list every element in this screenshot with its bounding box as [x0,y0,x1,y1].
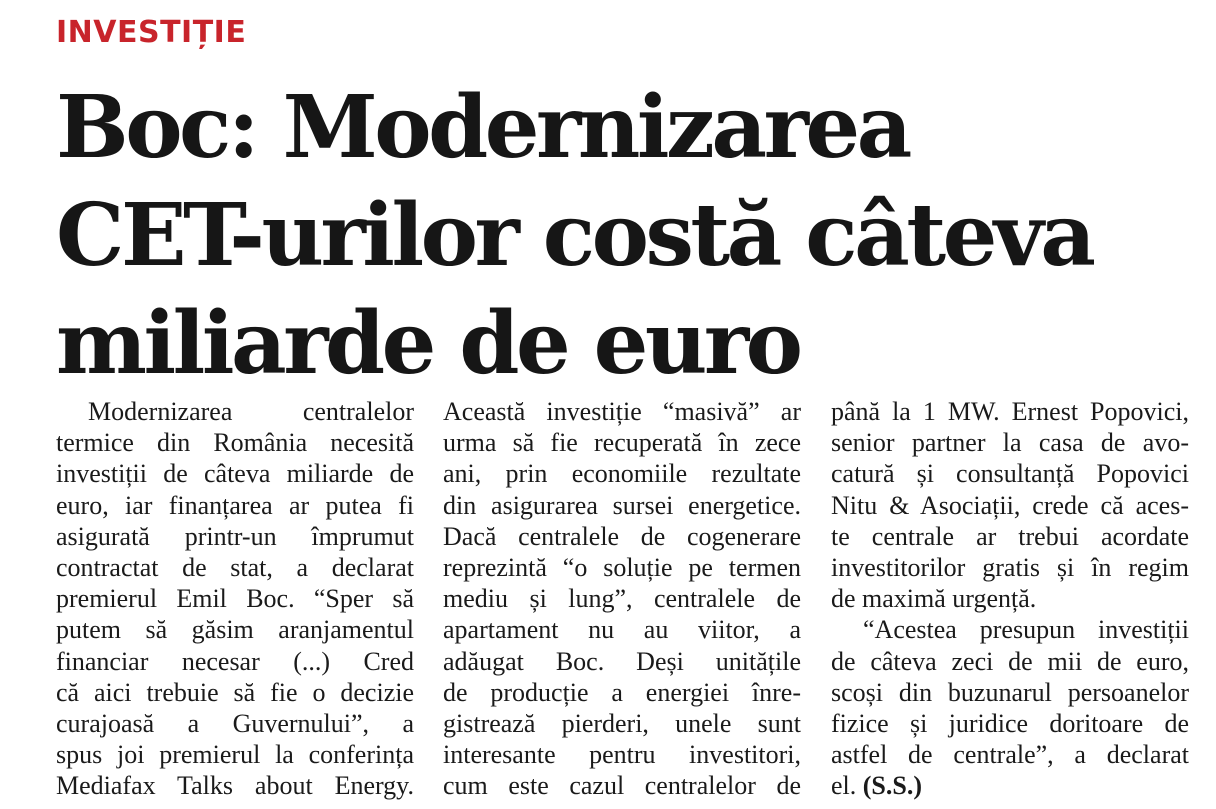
text-line: Dacă centralele de cogenerare [443,521,801,551]
text-line: asigurată printr-un împrumut [56,521,414,551]
article-column-3 [831,396,1189,802]
text-line: Această investiție “masivă” ar [443,397,801,426]
text-line: cum este cazul centralelor de [443,771,801,801]
paragraph [831,614,1189,801]
text-line: fizice și juridice doritoare de [831,709,1189,739]
text-line: Modernizarea centralelor [88,397,414,426]
text-line [831,770,1189,801]
article-headline [56,74,1176,398]
headline-line: CET-urilor costă câteva [56,185,1093,286]
text-line: putem să găsim aranjamentul [56,615,414,645]
text-line: Nitu & Asociații, crede că aces- [831,490,1189,520]
text-line: “Acestea presupun investiții [863,615,1189,645]
text-line: catură și consultanță Popovici [831,459,1189,489]
text-line: te centrale ar trebui acordate [831,521,1189,551]
article-body [56,396,1192,806]
paragraph [56,396,414,802]
text-line: că aici trebuie să fie o decizie [56,677,414,707]
author-initials: (S.S.) [862,771,923,801]
text-line: mediu și lung”, centralele de [443,584,801,614]
article-column-1 [56,396,414,802]
text-line: gistrează pierderi, unele sunt [443,709,801,739]
text-line: ani, prin economiile rezultate [443,459,801,489]
text-line: reprezintă “o soluție pe termen [443,553,801,583]
article-column-2 [443,396,801,802]
headline-line: miliarde de euro [56,293,800,394]
text-line: adăugat Boc. Deși unitățile [443,646,801,676]
text-line: financiar necesar (...) Cred [56,646,414,676]
paragraph [443,396,801,802]
text-line: curajoasă a Guvernului”, a [56,709,414,739]
text-line: Mediafax Talks about Energy. [56,771,414,801]
section-kicker: INVESTIȚIE [56,15,247,50]
text-line: investiții de câteva miliarde de [56,459,414,489]
text-line: senior partner la casa de avo- [831,428,1189,458]
text-line: spus joi premierul la conferința [56,740,414,770]
headline-line: Boc: Modernizarea [56,77,909,178]
text-line: interesante pentru investitori, [443,740,801,770]
text-line: premierul Emil Boc. “Sper să [56,584,414,614]
text-line: apartament nu au viitor, a [443,615,801,645]
text-line: scoși din buzunarul persoanelor [831,677,1189,707]
text-line: până la 1 MW. Ernest Popovici, [831,397,1189,426]
text-line: contractat de stat, a declarat [56,553,414,583]
text-line-end: el. [831,771,857,801]
text-line: astfel de centrale”, a declarat [831,740,1189,770]
text-line: euro, iar finanțarea ar putea fi [56,490,414,520]
text-line: urma să fie recuperată în zece [443,428,801,458]
paragraph [831,396,1189,614]
text-line: de maximă urgență. [831,584,1037,614]
text-line: termice din România necesită [56,428,414,458]
text-line: de producție a energiei înre- [443,677,801,707]
text-line: din asigurarea sursei energetice. [443,490,801,520]
text-line: de câteva zeci de mii de euro, [831,646,1189,676]
text-line: investitorilor gratis și în regim [831,553,1189,583]
